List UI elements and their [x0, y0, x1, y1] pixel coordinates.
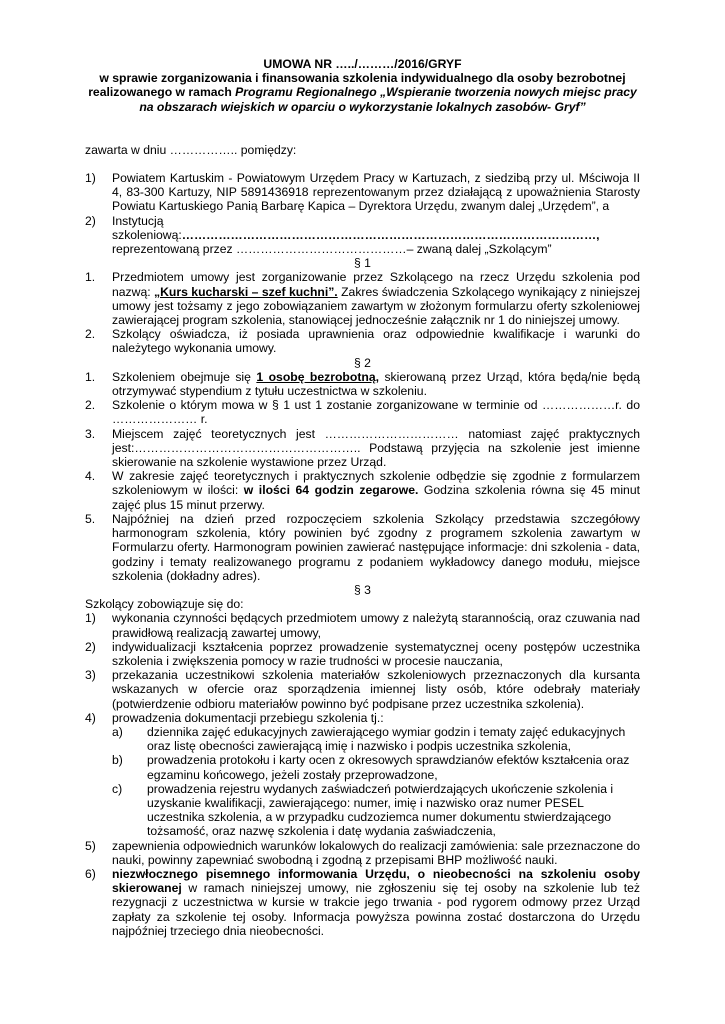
s2-item-2: 2. Szkolenie o którym mowa w § 1 ust 1 zostanie zorganizowane w terminie od ………………r. do ………………… r.	[85, 398, 640, 427]
s2-item-3: 3. Miejscem zajęć teoretycznych jest …………………………… natomiast zajęć praktycznych jest:……………………………………………….. Podstawą przyjęcia na szkolenie jest imienne skierowanie na szkolenie wystawione przez Urząd.	[85, 426, 640, 470]
s3-subitem-c: c) prowadzenia rejestru wydanych zaświadczeń potwierdzających ukończenie szkolenia i uzyskanie kwalifikacji, zawierającego: numer, imię i nazwisko oraz numer PESEL uczestnika szkolenia, a w przypadku cudzoziemca numer dokumentu stwierdzającego tożsamość, oraz nazwę szkolenia i datę wydania zaświadczenia,	[112, 781, 614, 839]
party-2: 2) Instytucją szkoleniową:…………………………………………………………………………………………, reprezentowaną przez ……………………………………– zwaną dalej „Szkolącym”	[85, 213, 600, 257]
s3-item-2: 2) indywidualizacji kształcenia poprzez prowadzenie systematycznej oceny postępów uczestnika szkolenia i zwiększenia pomocy w razie trudności w procesie nauczania,	[85, 639, 640, 668]
program-line: realizowanego w ramach Programu Regionalnego „Wspieranie tworzenia nowych miejsc pracy	[88, 85, 637, 100]
s2-item-1: 1. Szkoleniem obejmuje się 1 osobę bezrobotną, skierowaną przez Urząd, która będą/nie będą otrzymywać stypendium z tytułu uczestnictwa w szkoleniu.	[85, 369, 640, 399]
section-2-title: § 2	[354, 355, 371, 370]
s2-item-4: 4. W zakresie zajęć teoretycznych i praktycznych szkolenie odbędzie się zgodnie z formularzem szkoleniowym w ilości: w ilości 64 godzin zegarowe. Godzina szkolenia równa się 45 minut zajęć plus 15 minut przerwy.	[85, 469, 640, 512]
contract-number-title: UMOWA NR …../………/2016/GRYF	[263, 57, 462, 71]
s3-lead: Szkolący zobowiązuje się do:	[85, 597, 244, 612]
s3-subitem-b: b) prowadzenia protokołu i karty ocen z okresowych sprawdzianów efektów kształcenia oraz egzaminu końcowego, jeżeli zostały przeprowadzone,	[112, 753, 630, 782]
document-page	[85, 57, 640, 938]
section-3-title: § 3	[354, 582, 371, 597]
s3-item-3: 3) przekazania uczestnikowi szkolenia materiałów szkoleniowych przeznaczonych dla kursanta wskazanych w ofercie oraz sporządzenia imiennej listy osób, które odebrały materiały (potwierdzenie odbioru materiałów powinno być podpisane przez uczestnika szkolenia).	[85, 668, 640, 711]
section-1-title: § 1	[354, 256, 371, 271]
contract-subject-line: w sprawie zorganizowania i finansowania szkolenia indywidualnego dla osoby bezrobotnej	[99, 71, 626, 86]
s3-item-4: 4) prowadzenia dokumentacji przebiegu szkolenia tj.:	[85, 710, 384, 725]
s3-item-1: 1) wykonania czynności będących przedmiotem umowy z należytą starannością, oraz czuwania nad prawidłową realizacją zawartej umowy,	[85, 611, 640, 640]
s2-item-5: 5. Najpóźniej na dzień przed rozpoczęciem szkolenia Szkolący przedstawia szczegółowy harmonogram szkolenia, który powinien być zgodny z programem szkolenia zawartym w Formularzu oferty. Harmonogram powinien zawierać następujące informacje: dni szkolenia - data, godziny i tematy realizowanego programu z podaniem wykładowcy danego modułu, miejsce szkolenia (dokładny adres).	[85, 511, 640, 583]
party-1: 1) Powiatem Kartuskim - Powiatowym Urzędem Pracy w Kartuzach, z siedzibą przy ul. Mściwoja II 4, 83-300 Kartuzy, NIP 5891436918 reprezentowanym przez działającą z upoważnienia Starosty Powiatu Kartuskiego Panią Barbarę Kapica – Dyrektora Urzędu, zwanym dalej „Urzędem”, a	[85, 171, 640, 214]
s3-subitem-a: a) dziennika zajęć edukacyjnych zawierającego wymiar godzin i tematy zajęć edukacyjnych oraz listę obecności zawierającą imię i nazwisko i podpis uczestnika szkolenia,	[112, 724, 626, 754]
s1-item-1: 1. Przedmiotem umowy jest zorganizowanie przez Szkolącego na rzecz Urzędu szkolenia pod nazwą: „Kurs kucharski – szef kuchni”. Zakres świadczenia Szkolącego wynikający z niniejszej umowy jest tożsamy z jego zobowiązaniem zawartym w złożonym formularzu oferty szkoleniowej zawierającej program szkolenia, stanowiącej jednocześnie załącznik nr 1 do niniejszej umowy.	[85, 270, 640, 328]
s1-item-2: 2. Szkolący oświadcza, iż posiada uprawnienia oraz odpowiednie kwalifikacje i warunki do należytego wykonania umowy.	[85, 327, 640, 356]
document-header	[85, 57, 640, 114]
s3-item-6: 6) niezwłocznego pisemnego informowania Urzędu, o nieobecności na szkoleniu osoby skierowanej w ramach niniejszej umowy, nie zgłoszeniu się tej osoby na szkolenie lub też rezygnacji z uczestnictwa w kursie w trakcie jego trwania - pod rygorem odmowy przez Urząd zapłaty za szkolenie tej osoby. Informacja powyższa powinna zostać dostarczona do Urzędu najpóźniej trzeciego dnia nieobecności.	[85, 866, 640, 938]
intro-text: zawarta w dniu …………….. pomiędzy:	[85, 142, 297, 157]
program-line-2: na obszarach wiejskich w oparciu o wykorzystanie lokalnych zasobów- Gryf”	[139, 99, 586, 114]
s3-item-5: 5) zapewnienia odpowiednich warunków lokalowych do realizacji zamówienia: sale przeznaczone do nauki, powinny zapewniać swobodną i zgodną z przepisami BHP możliwość nauki.	[85, 838, 640, 867]
